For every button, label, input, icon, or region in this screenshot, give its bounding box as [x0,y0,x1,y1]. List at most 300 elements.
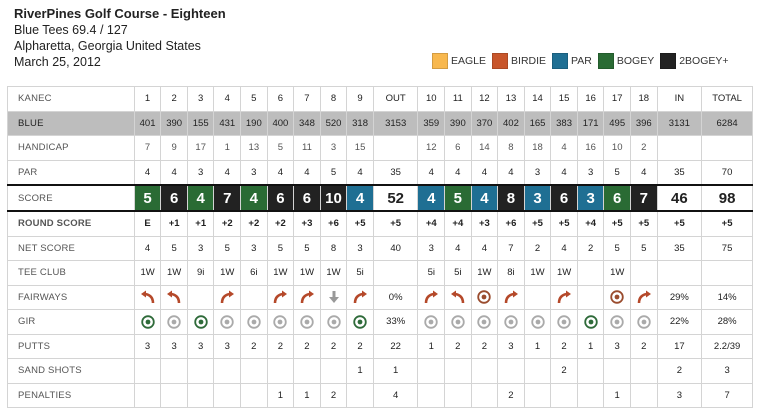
cell-value: E [144,218,151,230]
hole-18-cell [630,111,657,136]
hole-2-cell [161,359,188,384]
hole-11-cell [445,211,472,236]
score-value: 98 [718,189,736,207]
out-cell [373,285,418,310]
cell-value: 28% [717,316,737,328]
target-miss-icon [273,316,287,327]
hole-7-cell [294,160,321,185]
hole-18-cell [630,136,657,161]
cell-value: 5 [641,242,647,254]
cell-value: 1W [477,267,492,279]
hole-5-cell [241,310,268,335]
hole-18-cell [630,310,657,335]
hole-13-cell [498,261,525,286]
course-title: RiverPines Golf Course - Eighteen [14,6,226,21]
cell-value: 5 [224,242,230,254]
row-label: PAR [8,160,135,185]
row-label: TEE CLUB [8,261,135,286]
cell-value: 2 [676,365,682,377]
cell-value: +6 [505,218,517,230]
cell-value: 5 [614,166,620,178]
cell-value: 1W [530,267,545,279]
cell-value: 396 [635,117,652,129]
cell-value: 348 [299,117,315,129]
hole-13-cell [498,359,525,384]
in-cell [657,185,702,211]
hole-5-cell [241,136,268,161]
hole-9-cell [347,285,374,310]
hole-5-cell [241,261,268,286]
hole-11-cell [445,160,472,185]
cell-value: 2 [508,389,514,401]
cell-value: 1 [277,389,284,401]
hole-6-cell [267,334,294,359]
cell-value: TOTAL [712,93,742,105]
hole-1-cell [134,261,161,286]
hole-9-cell [347,185,374,211]
par-swatch [552,53,568,69]
cell-value: 4 [561,142,567,154]
hole-11-cell [445,261,472,286]
hole-15-cell [551,285,578,310]
hole-10-cell [418,310,445,335]
hole-8-cell [320,211,347,236]
cell-value: 3 [534,166,541,178]
gir-row [8,310,753,335]
hole-9-cell [347,87,374,112]
cell-value: 14 [532,93,543,105]
cell-value: 16 [585,142,596,154]
cell-value: 4 [171,166,177,178]
target-hit-icon [353,316,367,327]
in-cell [657,359,702,384]
hole-4-cell [214,334,241,359]
hole-9-cell [347,334,374,359]
total-cell [702,310,753,335]
cell-value: 8 [508,142,514,154]
hole-6-cell [267,285,294,310]
cell-value: 2 [277,340,284,352]
hole-13-cell [498,310,525,335]
hole-15-cell [551,211,578,236]
hole-8-cell [320,261,347,286]
hole-16-cell [577,310,604,335]
hole-17-cell [604,236,631,261]
cell-value: +1 [168,218,180,230]
hole-17-cell [604,261,631,286]
hole-5-cell [241,211,268,236]
hole-15-cell [551,383,578,408]
hole-13-cell [498,334,525,359]
legend-label: PAR [571,55,592,67]
hole-14-cell [524,285,551,310]
hole-10-cell [418,111,445,136]
hole-17-cell [604,334,631,359]
total-cell [702,211,753,236]
cell-value: 1W [140,267,155,279]
hole-3-cell [187,285,214,310]
row-label: NET SCORE [8,236,135,261]
target-hit-icon [141,316,155,327]
hole-14-cell [524,236,551,261]
hole-3-cell [187,261,214,286]
hole-9-cell [347,111,374,136]
par-row [8,160,753,185]
missed-right-arrow-icon [352,292,368,303]
in-cell [657,310,702,335]
hole-13-cell [498,185,525,211]
total-cell [702,87,753,112]
legend-birdie [492,53,546,69]
cell-value: 9 [171,142,177,154]
row-label: ROUND SCORE [8,211,135,236]
cell-value: 18 [638,93,650,105]
hole-18-cell [630,334,657,359]
score-value: 4 [249,189,258,207]
hole-17-cell [604,310,631,335]
hole-1-cell [134,111,161,136]
cell-value: +5 [611,218,623,230]
row-label: KANEC [8,87,135,112]
hole-8-cell [320,160,347,185]
hole-15-cell [551,87,578,112]
hole-18-cell [630,236,657,261]
hole-2-cell [161,136,188,161]
hole-17-cell [604,160,631,185]
hole-9-cell [347,136,374,161]
hole-16-cell [577,285,604,310]
cell-value: 1 [587,340,594,352]
row-label: BLUE [8,111,135,136]
score-value: 46 [671,189,688,207]
hole-2-cell [161,261,188,286]
hole-1-cell [134,285,161,310]
hole-1-cell [134,359,161,384]
cell-value: 29% [669,291,689,303]
hole-12-cell [471,136,498,161]
hole-18-cell [630,185,657,211]
eagle-swatch [432,53,448,69]
cell-value: 5i [454,267,462,279]
hole-15-cell [551,160,578,185]
hole-1-cell [134,310,161,335]
cell-value: 3 [357,242,363,254]
hole-10-cell [418,261,445,286]
cell-value: 7 [508,242,514,254]
hole-3-cell [187,160,214,185]
cell-value: 155 [192,117,209,129]
hole-7-cell [294,211,321,236]
cell-value: 6 [455,142,461,154]
hole-10-cell [418,211,445,236]
hole-13-cell [498,236,525,261]
hole-1-cell [134,87,161,112]
cell-value: 2.2/39 [713,340,741,352]
cell-value: 2 [330,340,337,352]
in-cell [657,87,702,112]
hole-11-cell [445,383,472,408]
fairways-row [8,285,753,310]
hole-11-cell [445,236,472,261]
handicap-row [8,136,753,161]
hole-15-cell [551,111,578,136]
target-hit-icon [194,316,208,327]
cell-value: 35 [390,166,401,178]
row-label: FAIRWAYS [8,285,135,310]
target-miss-icon [300,316,314,327]
legend-bogey [598,53,654,69]
total-cell [702,236,753,261]
hole-16-cell [577,87,604,112]
hole-15-cell [551,236,578,261]
hole-9-cell [347,160,374,185]
cell-value: 6284 [716,117,738,129]
cell-value: IN [674,93,685,105]
hole-16-cell [577,261,604,286]
cell-value: 11 [452,93,463,105]
cell-value: 9i [197,267,205,279]
cell-value: +1 [195,218,207,230]
cell-value: 14% [717,291,737,303]
missed-right-arrow-icon [219,292,235,303]
hole-16-cell [577,383,604,408]
hole-10-cell [418,383,445,408]
hole-11-cell [445,310,472,335]
hole-14-cell [524,211,551,236]
hole-9-cell [347,383,374,408]
tee-info: Blue Tees 69.4 / 127 [14,23,128,37]
cell-value: 8 [330,242,337,254]
hole-2-cell [161,285,188,310]
total-cell [702,136,753,161]
hole-15-cell [551,334,578,359]
hole-8-cell [320,383,347,408]
out-cell [373,160,418,185]
cell-value: 1W [220,267,235,279]
cell-value: 12 [425,142,437,154]
cell-value: 2 [481,340,488,352]
in-cell [657,236,702,261]
cell-value: 17 [611,93,623,105]
hole-9-cell [347,236,374,261]
hole-16-cell [577,236,604,261]
cell-value: 2 [641,340,647,352]
hole-12-cell [471,111,498,136]
hole-17-cell [604,359,631,384]
hole-1-cell [134,136,161,161]
row-label: SCORE [8,185,135,211]
target-hit-icon [584,316,598,327]
hole-16-cell [577,334,604,359]
out-cell [373,236,418,261]
cell-value: 431 [219,117,236,129]
hole-13-cell [498,383,525,408]
hole-16-cell [577,160,604,185]
missed-left-arrow-icon [450,292,466,303]
hole-13-cell [498,111,525,136]
hole-2-cell [161,160,188,185]
hole-4-cell [214,236,241,261]
cell-value: +5 [638,218,650,230]
cell-value: 401 [139,117,156,129]
missed-right-arrow-icon [272,292,288,303]
target-miss-icon [327,316,341,327]
hole-12-cell [471,310,498,335]
cell-value: +4 [585,218,597,230]
hole-17-cell [604,111,631,136]
hole-10-cell [418,359,445,384]
hole-4-cell [214,261,241,286]
in-cell [657,211,702,236]
hole-4-cell [214,185,241,211]
bogey-swatch [598,53,614,69]
hole-8-cell [320,310,347,335]
total-cell [702,359,753,384]
cell-value: 0% [388,291,403,303]
score-value: 3 [586,189,595,207]
hole-2-cell [161,383,188,408]
cell-value: 5i [356,267,364,279]
hole-9-cell [347,211,374,236]
hole-12-cell [471,359,498,384]
cell-value: 1W [610,267,625,279]
cell-value: +2 [221,218,233,230]
hole-12-cell [471,285,498,310]
hole-16-cell [577,111,604,136]
cell-value: 4 [144,242,151,254]
cell-value: 1 [534,340,541,352]
hole-17-cell [604,383,631,408]
legend-eagle [432,53,486,69]
hole-17-cell [604,87,631,112]
hole-7-cell [294,261,321,286]
cell-value: 1 [357,365,363,377]
cell-value: +5 [390,218,402,230]
legend-2bogey [660,53,728,69]
hole-5-cell [241,236,268,261]
cell-value: 8i [507,267,515,279]
hole-15-cell [551,310,578,335]
hole-3-cell [187,211,214,236]
cell-value: 3 [508,340,514,352]
cell-value: 3 [171,340,177,352]
out-cell [373,261,418,286]
cell-value: 15 [558,93,570,105]
hole-15-cell [551,136,578,161]
cell-value: 5 [277,242,284,254]
cell-value: 4 [357,166,363,178]
hole-6-cell [267,359,294,384]
score-value: 4 [196,189,205,207]
cell-value: 3 [198,93,204,105]
out-cell [373,111,418,136]
cell-value: 15 [354,142,366,154]
hole-4-cell [214,87,241,112]
score-value: 10 [325,189,342,207]
score-value: 4 [355,189,365,207]
hole-7-cell [294,383,321,408]
cell-value: 1 [304,389,310,401]
net-score-row [8,236,753,261]
hole-14-cell [524,111,551,136]
hole-11-cell [445,334,472,359]
cell-value: +2 [274,218,286,230]
hole-11-cell [445,285,472,310]
hole-11-cell [445,111,472,136]
total-cell [702,334,753,359]
cell-value: 3 [198,166,204,178]
cell-value: 4 [224,166,230,178]
row-label: PENALTIES [8,383,135,408]
cell-value: +5 [558,218,570,230]
hole-11-cell [445,136,472,161]
hole-17-cell [604,136,631,161]
cell-value: 22 [390,340,401,352]
hole-11-cell [445,87,472,112]
hole-8-cell [320,136,347,161]
cell-value: 16 [585,93,596,105]
legend-par [552,53,592,69]
cell-value: 1 [393,365,399,377]
hole-4-cell [214,285,241,310]
hole-14-cell [524,359,551,384]
cell-value: 5 [277,142,284,154]
cell-value: 4 [224,93,230,105]
cell-value: +4 [452,218,464,230]
cell-value: 171 [582,117,599,129]
hole-3-cell [187,136,214,161]
cell-value: 13 [505,93,517,105]
in-cell [657,111,702,136]
missed-left-arrow-icon [140,292,156,303]
cell-value: 1 [614,389,620,401]
hole-8-cell [320,87,347,112]
hole-10-cell [418,334,445,359]
hole-6-cell [267,310,294,335]
cell-value: 2 [171,93,177,105]
cell-value: 17 [195,142,206,154]
hole-14-cell [524,87,551,112]
hole-6-cell [267,261,294,286]
hole-9-cell [347,261,374,286]
row-label: HANDICAP [8,136,135,161]
score-legend [432,53,735,69]
hole-6-cell [267,87,294,112]
score-value: 5 [143,189,152,207]
target-miss-icon [610,316,624,327]
hole-18-cell [630,211,657,236]
cell-value: 5 [304,242,310,254]
legend-label: BIRDIE [511,55,547,67]
sand-shots-row [8,359,753,384]
cell-value: 4 [641,166,647,178]
in-cell [657,285,702,310]
cell-value: 4 [304,166,310,178]
hole-7-cell [294,185,321,211]
hole-14-cell [524,185,551,211]
round-date: March 25, 2012 [14,55,101,69]
cell-value: 13 [248,142,260,154]
cell-value: 22% [669,316,689,328]
missed-right-arrow-icon [423,292,439,303]
legend-label: 2BOGEY+ [679,55,729,67]
hole-4-cell [214,160,241,185]
hole-5-cell [241,87,268,112]
hole-7-cell [294,334,321,359]
cell-value: +5 [721,218,733,230]
scorecard-table [7,86,753,408]
hole-14-cell [524,310,551,335]
